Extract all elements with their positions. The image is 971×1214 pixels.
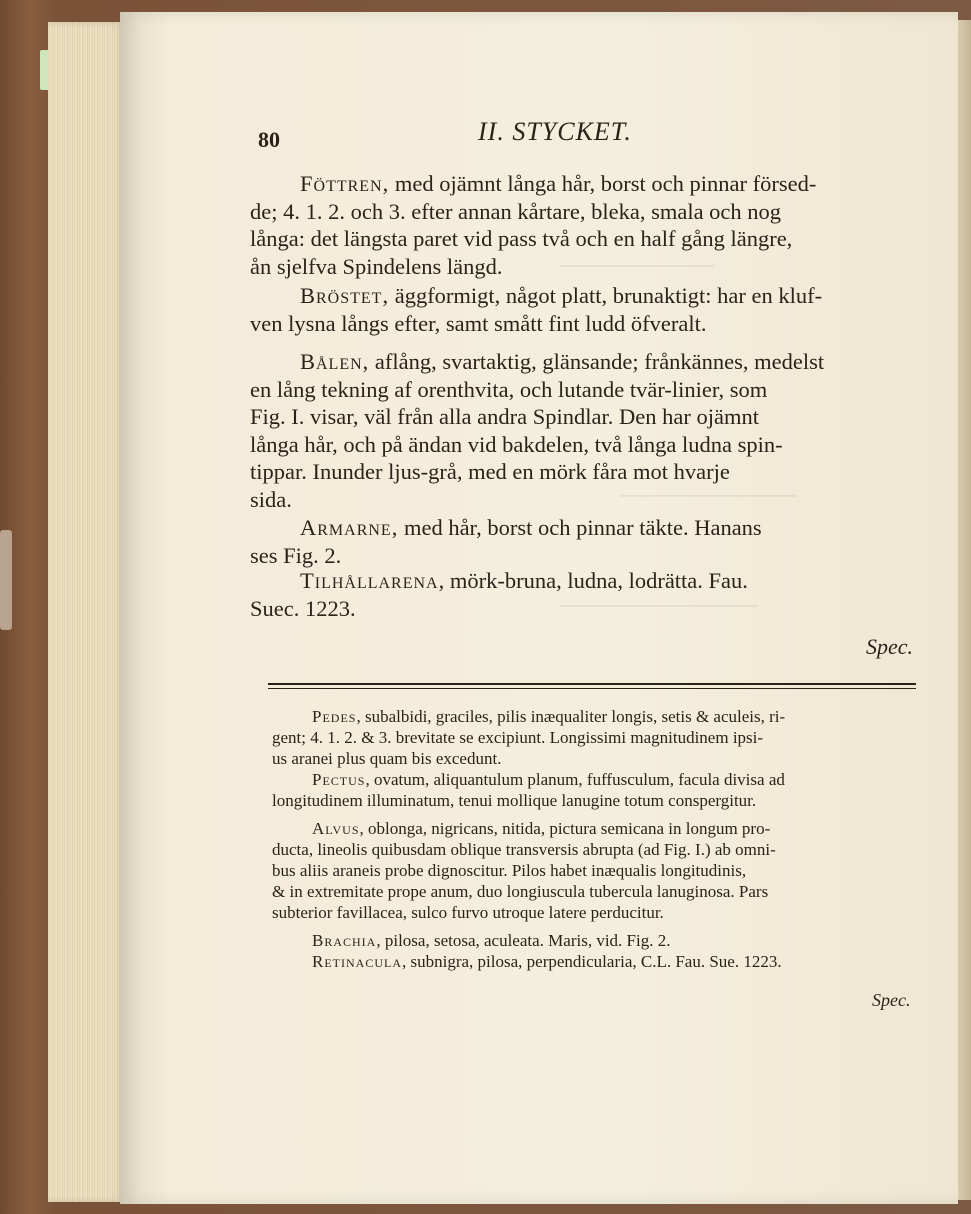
- page-edges: [48, 22, 126, 1202]
- footnote-line: [272, 860, 746, 881]
- main-line-text: aflång, svartaktig, glänsande; frånkännes, medelst: [369, 349, 825, 374]
- main-line-text: Suec. 1223.: [250, 595, 356, 621]
- footnote-heading-word: Retinacula: [312, 952, 402, 971]
- footnote-rule: [268, 683, 916, 685]
- main-line-text: en lång tekning af orenthvita, och lutande tvär-linier, som: [250, 376, 768, 402]
- page-right-edge: [958, 20, 971, 1200]
- main-line-text: ån sjelfva Spindelens längd.: [250, 253, 503, 279]
- main-line: [250, 225, 792, 252]
- footnote-line-text: us aranei plus quam bis excedunt.: [272, 749, 502, 768]
- main-heading-word: Bålen,: [300, 349, 370, 374]
- footnote-line: [312, 706, 785, 727]
- footnote-heading-word: Brachia: [312, 931, 377, 950]
- main-line: [300, 348, 824, 375]
- footnote-line-text: , subalbidi, graciles, pilis inæqualiter longis, setis & aculeis, ri-: [356, 707, 786, 726]
- book-clasp: [0, 530, 12, 630]
- footnote-line: [312, 951, 782, 972]
- footnote-line-text: , oblonga, nigricans, nitida, pictura semicana in longum pro-: [359, 819, 771, 838]
- catchword-main: Spec.: [866, 634, 914, 659]
- show-through-text: ———————: [560, 251, 714, 276]
- main-line-text: med ojämnt långa hår, borst och pinnar försed-: [389, 171, 817, 196]
- main-line: [250, 376, 767, 403]
- catchword-footnote: Spec.: [872, 990, 911, 1010]
- footnote-line-text: , ovatum, aliquantulum planum, fuffusculum, facula divisa ad: [365, 770, 785, 789]
- footnote-line: [272, 881, 768, 902]
- main-line-text: äggformigt, något platt, brunaktigt: har en kluf-: [389, 283, 823, 308]
- main-line: [300, 567, 748, 594]
- main-line-text: , mörk-bruna, ludna, lodrätta. Fau.: [438, 568, 748, 593]
- footnote-line-text: , subnigra, pilosa, perpendicularia, C.L. Fau. Sue. 1223.: [402, 952, 782, 971]
- footnote-line-text: & in extremitate prope anum, duo longiuscula tubercula lanuginosa. Pars: [272, 882, 769, 901]
- main-heading-word: Föttren,: [300, 171, 390, 196]
- footnote-line-text: , pilosa, setosa, aculeata. Maris, vid. Fig. 2.: [376, 931, 671, 950]
- main-line: [250, 542, 341, 569]
- main-line: [250, 431, 783, 458]
- main-line-text: ses Fig. 2.: [250, 542, 342, 568]
- footnote-line: [312, 818, 770, 839]
- main-line: [300, 282, 822, 309]
- footnote-line: [272, 748, 501, 769]
- footnote-line: [312, 930, 670, 951]
- footnote-rule-thin: [268, 688, 916, 689]
- footnote-line-text: gent; 4. 1. 2. & 3. brevitate se excipiunt. Longissimi magnitudinem ipsi-: [272, 728, 764, 747]
- main-line: [250, 458, 730, 485]
- footnote-line: [272, 902, 664, 923]
- main-line: [250, 486, 292, 513]
- footnote-line: [272, 839, 776, 860]
- main-line-text: sida.: [250, 486, 292, 512]
- page-number: 80: [258, 127, 280, 152]
- main-line: [250, 198, 781, 225]
- footnote-heading-word: Pectus: [312, 770, 366, 789]
- main-line-text: med hår, borst och pinnar täkte. Hanans: [398, 515, 762, 540]
- main-line-text: ven lysna långs efter, samt smått fint ludd öfveralt.: [250, 310, 707, 336]
- show-through-text: ————————: [620, 481, 796, 506]
- running-head: II. STYCKET.: [478, 117, 632, 146]
- main-line: [250, 403, 759, 430]
- footnote-heading-word: Pedes: [312, 707, 357, 726]
- main-line: [300, 170, 816, 197]
- footnote-heading-word: Alvus: [312, 819, 360, 838]
- show-through-text: —————————: [560, 591, 758, 616]
- main-line-text: tippar. Inunder ljus-grå, med en mörk fåra mot hvarje: [250, 459, 730, 484]
- main-heading-word: Tilhållarena: [300, 568, 439, 593]
- main-line-text: långa hår, och på ändan vid bakdelen, två långa ludna spin-: [250, 431, 783, 457]
- main-heading-word: Bröstet,: [300, 283, 390, 308]
- footnote-line-text: longitudinem illuminatum, tenui mollique lanugine totum conspergitur.: [272, 791, 757, 810]
- main-line-text: Fig. I. visar, väl från alla andra Spindlar. Den har ojämnt: [250, 404, 759, 429]
- main-line-text: långa: det längsta paret vid pass två och en half gång längre,: [250, 226, 793, 251]
- main-line-text: de; 4. 1. 2. och 3. efter annan kårtare, bleka, smala och nog: [250, 198, 782, 224]
- main-line: [300, 514, 762, 541]
- footnote-line: [312, 769, 785, 790]
- footnote-line-text: ducta, lineolis quibusdam oblique transversis abrupta (ad Fig. I.) ab omni-: [272, 840, 776, 859]
- main-line: [250, 253, 502, 280]
- main-line: [250, 595, 356, 622]
- footnote-line: [272, 790, 756, 811]
- footnote-line: [272, 727, 763, 748]
- footnote-line-text: bus aliis araneis probe dignoscitur. Pilos habet inæqualis longitudinis,: [272, 861, 747, 880]
- main-line: [250, 310, 706, 337]
- footnote-line-text: subterior favillacea, sulco furvo utroque latere perducitur.: [272, 903, 664, 922]
- main-heading-word: Armarne,: [300, 515, 399, 540]
